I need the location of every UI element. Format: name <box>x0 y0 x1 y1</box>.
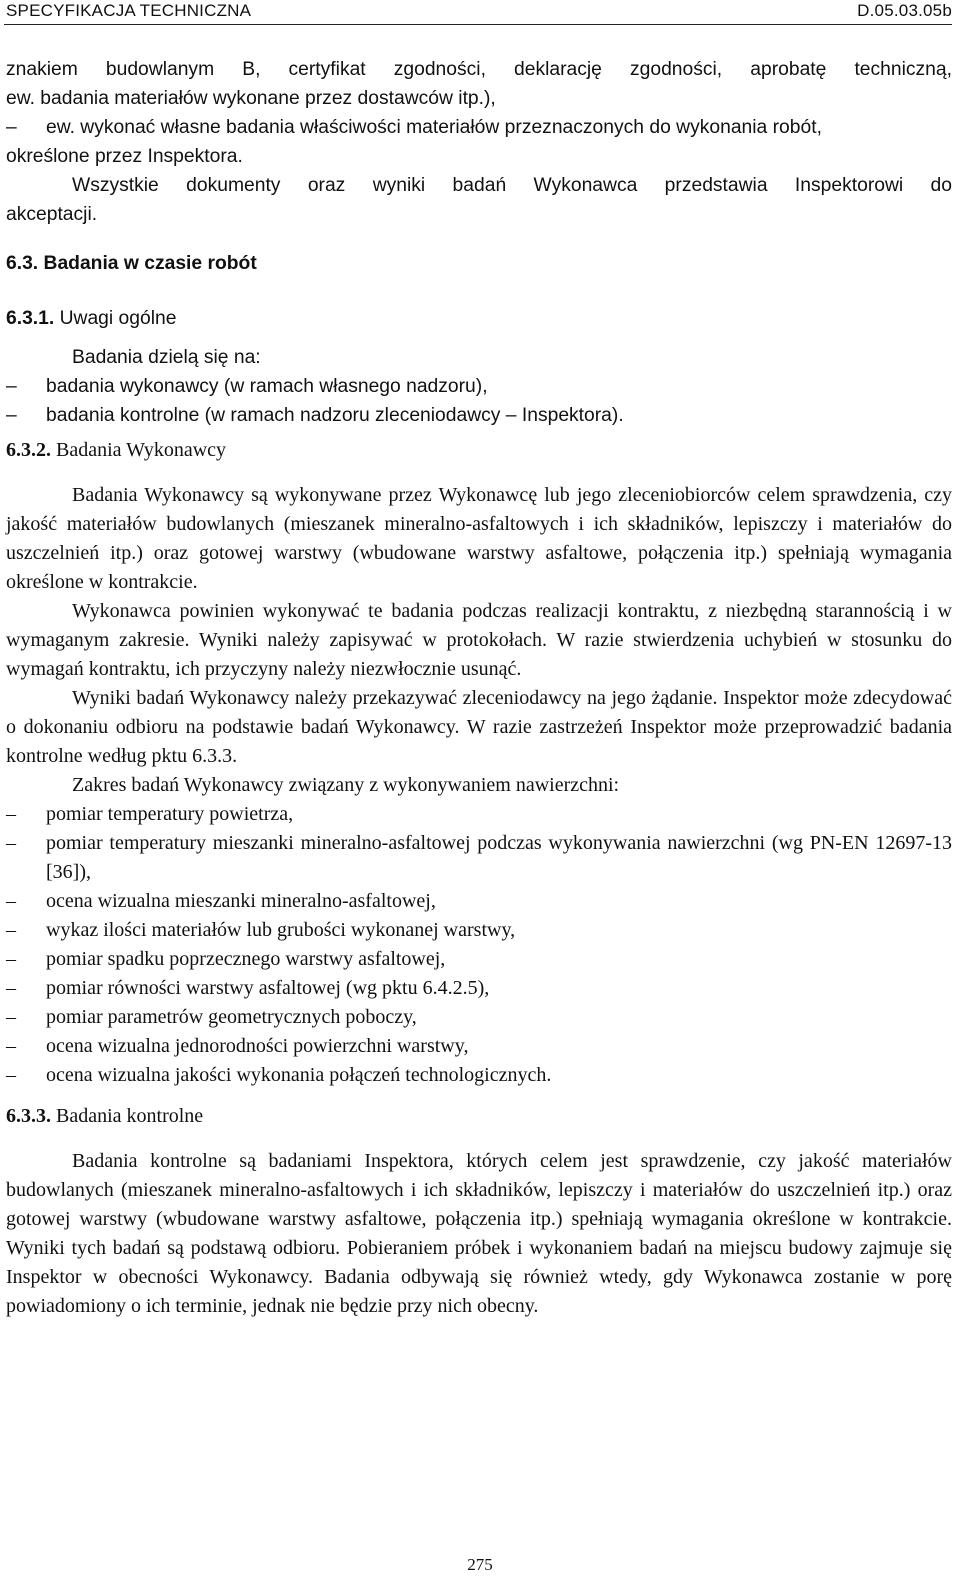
list-item <box>6 372 952 401</box>
section-number: 6.3.1. <box>6 308 55 329</box>
paragraph: Zakres badań Wykonawcy związany z wykonywaniem nawierzchni: <box>72 774 620 796</box>
list-item-text: pomiar temperatury mieszanki mineralno-asfaltowej podczas wykonywania nawierzchni (wg PN-EN 12697-13 [36]), <box>46 832 952 883</box>
list-item <box>6 974 952 1003</box>
dash-marker: – <box>6 919 16 941</box>
dash-marker: – <box>6 1064 16 1086</box>
list-item <box>6 800 952 829</box>
document-content <box>6 55 952 1321</box>
dash-marker: – <box>6 1035 16 1057</box>
list-item <box>6 1061 952 1090</box>
intro-continuation-line-2: ew. badania materiałów wykonane przez dostawców itp.), <box>6 88 496 109</box>
intro-bullet-line-2: określone przez Inspektora. <box>6 146 243 167</box>
dash-marker: – <box>6 832 16 854</box>
header-code: D.05.03.05b <box>857 1 952 20</box>
list-item <box>6 1003 952 1032</box>
list-item-text: ocena wizualna mieszanki mineralno-asfaltowej, <box>46 890 436 912</box>
page-header <box>4 0 952 25</box>
page-number: 275 <box>467 1555 493 1574</box>
dash-marker: – <box>6 405 17 426</box>
intro-block <box>6 55 952 229</box>
list-item <box>6 887 952 916</box>
list-item <box>6 945 952 974</box>
list-item-text: ocena wizualna jakości wykonania połączeń technologicznych. <box>46 1064 552 1086</box>
header-title: SPECYFIKACJA TECHNICZNA <box>6 1 252 20</box>
section-heading-6-3-1 <box>6 304 952 333</box>
list-item-text: pomiar parametrów geometrycznych poboczy, <box>46 1006 417 1028</box>
dash-marker: – <box>6 376 17 397</box>
list-item <box>6 916 952 945</box>
list-item-text: pomiar równości warstwy asfaltowej (wg pktu 6.4.2.5), <box>46 977 490 999</box>
intro-bullet <box>6 113 952 142</box>
section-heading-6-3-3 <box>6 1102 952 1131</box>
section-title: Badania Wykonawcy <box>56 439 227 461</box>
paragraph: Badania Wykonawcy są wykonywane przez Wykonawcę lub jego zleceniobiorców celem sprawdzenia, czy jakość materiałów budowlanych (mieszanek mineralno-asfaltowych i ich składników, lepiszczy i materiałów do uszczelnień itp.) oraz gotowej warstwy (wbudowane warstwy asfaltowe, połączenia itp.) spełniają wymagania określone w kontrakcie. <box>6 484 952 593</box>
intro-bullet-line-1: ew. wykonać własne badania właściwości materiałów przeznaczonych do wykonania robót, <box>46 117 822 138</box>
intro-paragraph-line-1: Wszystkie dokumenty oraz wyniki badań Wykonawca przedstawia Inspektorowi do <box>72 175 952 196</box>
intro-continuation-line-1: znakiem budowlanym B, certyfikat zgodności, deklarację zgodności, aprobatę techniczną, <box>6 59 952 80</box>
list-item <box>6 829 952 887</box>
list-item-text: ocena wizualna jednorodności powierzchni warstwy, <box>46 1035 469 1057</box>
dash-marker: – <box>6 1006 16 1028</box>
section-heading-6-3-2 <box>6 436 952 465</box>
section-6-3-3-body <box>6 1147 952 1321</box>
list-item-text: wykaz ilości materiałów lub grubości wykonanej warstwy, <box>46 919 516 941</box>
dash-marker: – <box>6 948 16 970</box>
section-6-3-2-body <box>6 481 952 1090</box>
paragraph: Badania kontrolne są badaniami Inspektora, których celem jest sprawdzenie, czy jakość materiałów budowlanych (mieszanek mineralno-asfaltowych i ich składników, lepiszczy i materiałów do uszczelnień itp.) oraz gotowej warstwy (wbudowane warstwy asfaltowe, połączenia itp.) spełniają wymagania określone w kontrakcie. Wyniki tych badań są podstawą odbioru. Pobieraniem próbek i wykonaniem badań na miejscu budowy zajmuje się Inspektor w obecności Wykonawcy. Badania odbywają się również wtedy, gdy Wykonawca zostanie w porę powiadomiony o ich terminie, jednak nie będzie przy nich obecny. <box>6 1150 952 1317</box>
dash-marker: – <box>6 803 16 825</box>
list-item-text: badania wykonawcy (w ramach własnego nadzoru), <box>46 376 488 397</box>
list-item-text: pomiar spadku poprzecznego warstwy asfaltowej, <box>46 948 446 970</box>
section-title: Badania kontrolne <box>56 1105 204 1127</box>
section-heading-6-3: 6.3. Badania w czasie robót <box>6 253 257 274</box>
section-title: Uwagi ogólne <box>59 308 177 329</box>
dash-marker: – <box>6 117 17 138</box>
section-6-3-1-body <box>6 343 952 430</box>
paragraph: Wykonawca powinien wykonywać te badania podczas realizacji kontraktu, z niezbędną starannością i w wymaganym zakresie. Wyniki należy zapisywać w protokołach. W razie stwierdzenia uchybień w stosunku do wymagań kontraktu, ich przyczyny należy niezwłocznie usunąć. <box>6 600 952 680</box>
list-item <box>6 401 952 430</box>
intro-paragraph-line-2: akceptacji. <box>6 204 98 225</box>
list-item-text: pomiar temperatury powietrza, <box>46 803 294 825</box>
section-number: 6.3.2. <box>6 439 51 461</box>
list-item <box>6 1032 952 1061</box>
list-item-text: badania kontrolne (w ramach nadzoru zleceniodawcy – Inspektora). <box>46 405 624 426</box>
paragraph: Wyniki badań Wykonawcy należy przekazywać zleceniodawcy na jego żądanie. Inspektor może zdecydować o dokonaniu odbioru na podstawie badań Wykonawcy. W razie zastrzeżeń Inspektor może przeprowadzić badania kontrolne według pktu 6.3.3. <box>6 687 952 767</box>
dash-marker: – <box>6 977 16 999</box>
section-number: 6.3.3. <box>6 1105 51 1127</box>
lead-text: Badania dzielą się na: <box>72 347 261 368</box>
dash-marker: – <box>6 890 16 912</box>
